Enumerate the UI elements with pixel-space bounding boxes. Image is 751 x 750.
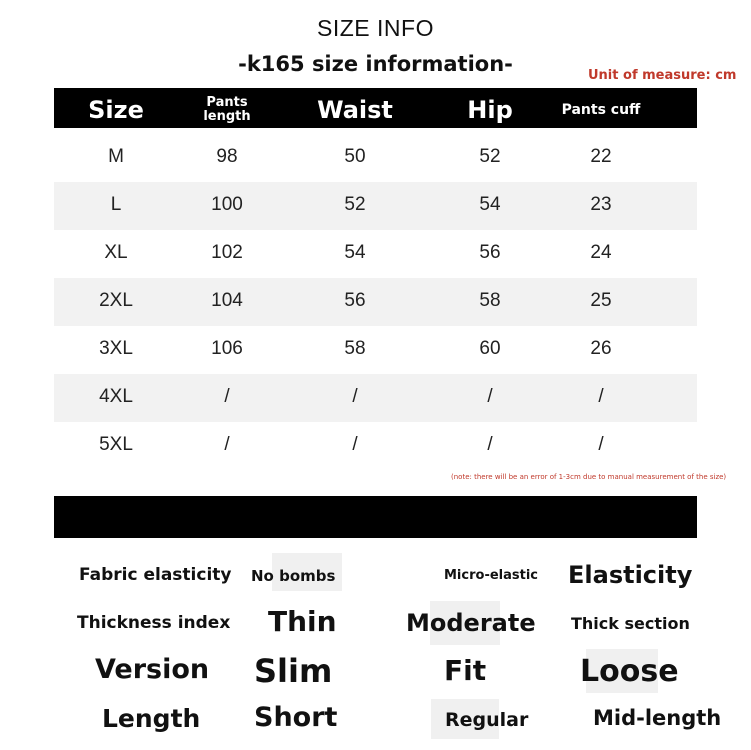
cell-waist: 50 <box>344 146 366 167</box>
measurement-note: (note: there will be an error of 1-3cm due to manual measurement of the size) <box>451 473 727 481</box>
unit-note: Unit of measure: cm <box>588 68 737 83</box>
cell-size: 2XL <box>99 290 133 311</box>
cell-cuff: / <box>598 434 604 455</box>
option-no-bombs: No bombs <box>251 567 336 585</box>
cell-length: / <box>224 386 230 407</box>
divider-bar <box>54 496 697 538</box>
cell-waist: / <box>352 434 358 455</box>
header-pants-cuff: Pants cuff <box>561 102 641 118</box>
option-fit: Fit <box>444 654 487 687</box>
cell-size: 3XL <box>99 338 133 359</box>
cell-length: 98 <box>216 146 238 167</box>
cell-waist: 52 <box>344 194 366 215</box>
cell-hip: / <box>487 434 493 455</box>
option-slim: Slim <box>254 652 333 690</box>
option-loose: Loose <box>580 654 679 689</box>
option-regular: Regular <box>445 709 529 731</box>
label-thickness-index: Thickness index <box>77 613 231 633</box>
cell-cuff: 25 <box>590 290 612 311</box>
header-pants-length <box>203 96 250 124</box>
cell-length: 100 <box>211 194 243 215</box>
cell-waist: 58 <box>344 338 366 359</box>
table-row <box>54 422 697 470</box>
page-subtitle: -k165 size information- <box>238 52 513 76</box>
cell-hip: 52 <box>479 146 501 167</box>
table-header <box>54 88 697 128</box>
cell-cuff: 26 <box>590 338 612 359</box>
option-short: Short <box>254 702 338 733</box>
cell-size: 4XL <box>99 386 133 407</box>
label-length: Length <box>102 704 201 733</box>
page-title: SIZE INFO <box>317 15 434 41</box>
cell-waist: / <box>352 386 358 407</box>
cell-length: / <box>224 434 230 455</box>
cell-hip: 58 <box>479 290 501 311</box>
cell-size: M <box>108 146 124 167</box>
option-moderate: Moderate <box>406 609 536 637</box>
cell-waist: 54 <box>344 242 366 263</box>
cell-size: 5XL <box>99 434 133 455</box>
cell-length: 104 <box>211 290 243 311</box>
cell-cuff: 24 <box>590 242 612 263</box>
cell-size: XL <box>104 242 128 263</box>
header-waist: Waist <box>317 96 393 124</box>
option-elasticity: Elasticity <box>568 561 693 589</box>
table-row <box>54 278 697 326</box>
option-micro-elastic: Micro-elastic <box>444 568 538 583</box>
label-fabric-elasticity: Fabric elasticity <box>79 565 232 585</box>
header-pants-length-line2: length <box>203 109 251 124</box>
header-hip: Hip <box>467 96 513 124</box>
cell-length: 102 <box>211 242 243 263</box>
cell-size: L <box>110 194 122 215</box>
table-row <box>54 182 697 230</box>
cell-hip: 54 <box>479 194 501 215</box>
cell-cuff: 23 <box>590 194 612 215</box>
table-row <box>54 326 697 374</box>
header-pants-length-line1: Pants <box>206 95 248 110</box>
cell-length: 106 <box>211 338 243 359</box>
cell-cuff: 22 <box>590 146 612 167</box>
option-mid-length: Mid-length <box>593 706 722 730</box>
option-thick-section: Thick section <box>571 614 690 633</box>
table-row <box>54 230 697 278</box>
cell-hip: 60 <box>479 338 501 359</box>
header-size: Size <box>88 96 144 124</box>
cell-hip: / <box>487 386 493 407</box>
cell-hip: 56 <box>479 242 501 263</box>
table-row <box>54 374 697 422</box>
cell-cuff: / <box>598 386 604 407</box>
cell-waist: 56 <box>344 290 366 311</box>
label-version: Version <box>95 654 210 685</box>
option-thin: Thin <box>268 605 337 638</box>
table-row <box>54 134 697 182</box>
